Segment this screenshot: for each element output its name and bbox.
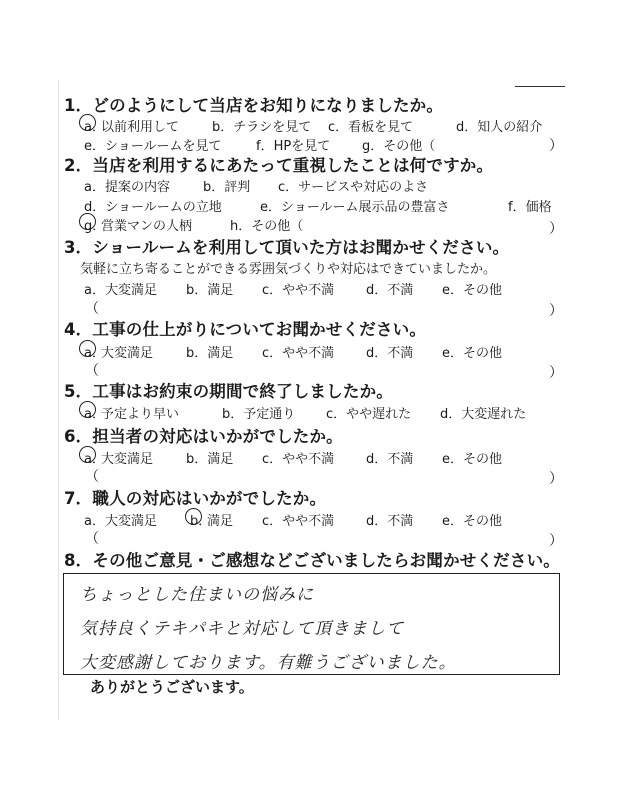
handwritten-line-1: ちょっとした住まいの悩みに bbox=[80, 585, 314, 605]
q3-option-d[interactable]: d．不満 bbox=[366, 283, 414, 298]
q6-option-c[interactable]: c．やや不満 bbox=[262, 452, 335, 467]
q5-option-d[interactable]: d．大変遅れた bbox=[440, 407, 527, 422]
q6-option-a[interactable]: a．大変満足 bbox=[84, 448, 153, 467]
q7-option-a[interactable]: a．大変満足 bbox=[84, 514, 157, 529]
question-6-title: 6．担当者の対応はいかがでしたか。 bbox=[64, 427, 343, 446]
q2-option-g[interactable]: g．営業マンの人柄 bbox=[84, 215, 192, 234]
question-1-title: 1．どのようにして当店をお知りになりましたか。 bbox=[64, 96, 444, 115]
q6-option-d[interactable]: d．不満 bbox=[366, 452, 414, 467]
q1-option-c[interactable]: c．看板を見て bbox=[328, 120, 414, 135]
q4-option-a[interactable]: a．大変満足 bbox=[84, 342, 153, 361]
q2-option-b[interactable]: b．評判 bbox=[203, 180, 251, 195]
left-edge-line bbox=[58, 80, 59, 720]
q5-option-b[interactable]: b．予定通り bbox=[222, 407, 296, 422]
q6-paren-close: ） bbox=[549, 471, 563, 487]
q3-option-a[interactable]: a．大変満足 bbox=[84, 283, 157, 298]
q4-option-e[interactable]: e．その他 bbox=[442, 346, 503, 361]
question-7-title: 7．職人の対応はいかがでしたか。 bbox=[64, 489, 327, 508]
q5-option-a[interactable]: a．予定より早い bbox=[84, 403, 179, 422]
q1-option-e[interactable]: e．ショールームを見て bbox=[84, 139, 222, 154]
q2-option-e[interactable]: e．ショールーム展示品の豊富さ bbox=[260, 200, 450, 215]
q1-option-d[interactable]: d．知人の紹介 bbox=[456, 120, 543, 135]
q7-option-d[interactable]: d．不満 bbox=[366, 514, 414, 529]
q4-paren-close: ） bbox=[549, 365, 563, 381]
q6-option-e[interactable]: e．その他 bbox=[442, 452, 503, 467]
question-3-subtitle: 気軽に立ち寄ることができる雰囲気づくりや対応はできていましたか。 bbox=[80, 262, 497, 277]
question-3-title: 3．ショールームを利用して頂いた方はお聞かせください。 bbox=[64, 238, 510, 257]
q7-paren-open: （ bbox=[85, 531, 99, 547]
q7-option-c[interactable]: c．やや不満 bbox=[262, 514, 335, 529]
q2-paren-close: ） bbox=[549, 221, 563, 237]
q1-option-g[interactable]: g．その他（ bbox=[362, 139, 436, 154]
q1-option-b[interactable]: b．チラシを見て bbox=[212, 120, 312, 135]
q2-option-a[interactable]: a．提案の内容 bbox=[84, 180, 170, 195]
q4-option-c[interactable]: c．やや不満 bbox=[262, 346, 335, 361]
q4-option-b[interactable]: b．満足 bbox=[186, 346, 234, 361]
selected-circle-mark bbox=[79, 446, 96, 463]
q3-paren-close: ） bbox=[549, 303, 563, 319]
q5-option-c[interactable]: c．やや遅れた bbox=[326, 407, 412, 422]
selected-circle-mark bbox=[79, 340, 96, 357]
question-8-title: 8．その他ご意見・ご感想などございましたらお聞かせください。 bbox=[64, 551, 560, 570]
q1-option-a[interactable]: a．以前利用して bbox=[84, 116, 179, 135]
question-4-title: 4．工事の仕上がりについてお聞かせください。 bbox=[64, 320, 427, 339]
question-5-title: 5．工事はお約束の期間で終了しましたか。 bbox=[64, 382, 393, 401]
q2-option-h[interactable]: h．その他（ bbox=[230, 219, 304, 234]
q6-paren-open: （ bbox=[85, 469, 99, 485]
q2-option-c[interactable]: c．サービスや対応のよさ bbox=[278, 180, 429, 195]
handwritten-line-3: 大変感謝しております。有難うございました。 bbox=[80, 653, 457, 673]
q3-paren-open: （ bbox=[85, 301, 99, 317]
selected-circle-mark bbox=[79, 401, 96, 418]
q4-option-d[interactable]: d．不満 bbox=[366, 346, 414, 361]
question-2-title: 2．当店を利用するにあたって重視したことは何ですか。 bbox=[64, 156, 494, 175]
q2-option-d[interactable]: d．ショールームの立地 bbox=[84, 200, 222, 215]
selected-circle-mark bbox=[185, 508, 202, 525]
q4-paren-open: （ bbox=[85, 363, 99, 379]
q1-option-f[interactable]: f．HPを見て bbox=[256, 139, 331, 154]
q3-option-c[interactable]: c．やや不満 bbox=[262, 283, 335, 298]
q3-option-e[interactable]: e．その他 bbox=[442, 283, 503, 298]
q3-option-b[interactable]: b．満足 bbox=[186, 283, 234, 298]
top-rule bbox=[515, 86, 565, 87]
closing-thanks: ありがとうございます。 bbox=[90, 678, 254, 696]
selected-circle-mark bbox=[79, 213, 96, 230]
q6-option-b[interactable]: b．満足 bbox=[186, 452, 234, 467]
q1-paren-close: ） bbox=[549, 138, 563, 154]
handwritten-line-2: 気持良くテキパキと対応して頂きまして bbox=[80, 619, 404, 639]
q2-option-f[interactable]: f．価格 bbox=[508, 200, 552, 215]
q7-option-b[interactable]: b．満足 bbox=[190, 510, 233, 529]
q7-option-e[interactable]: e．その他 bbox=[442, 514, 503, 529]
q7-paren-close: ） bbox=[549, 533, 563, 549]
selected-circle-mark bbox=[79, 114, 96, 131]
